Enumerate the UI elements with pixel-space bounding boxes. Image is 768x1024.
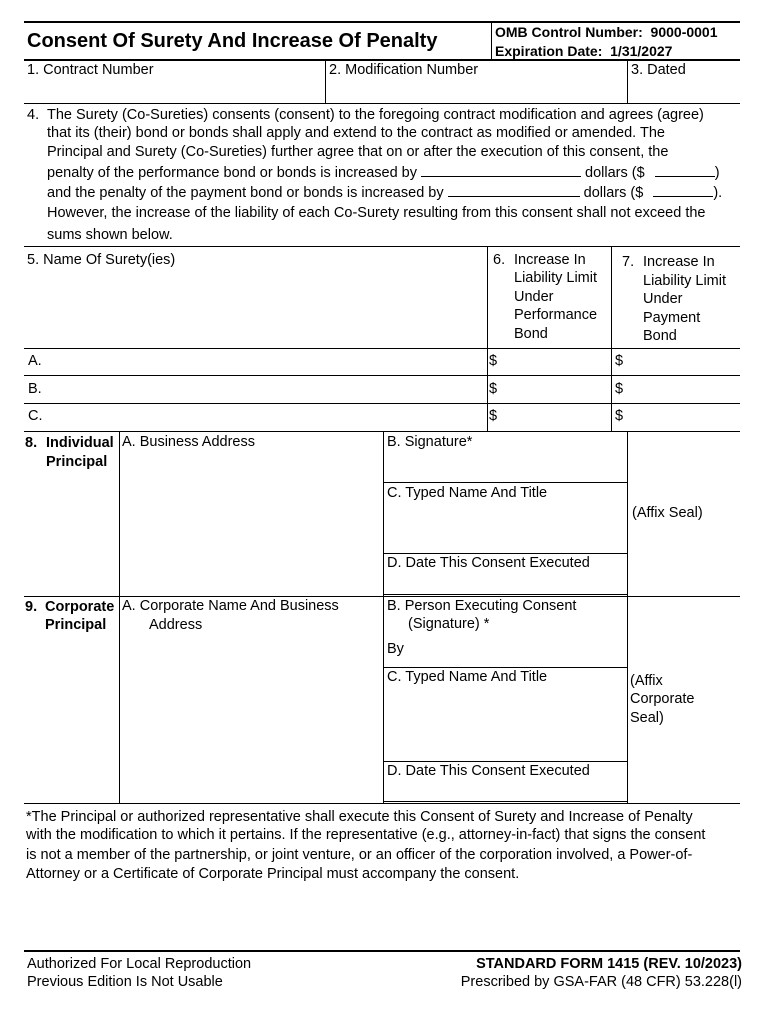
- footnote-line: with the modification to which it pertains. If the representative (e.g., attorney-in-fact) that signs the consent: [26, 827, 706, 843]
- expiration-date: Expiration Date: 1/31/2027: [495, 43, 673, 59]
- principal-divider-a: [119, 431, 120, 804]
- item4-line: that its (their) bond or bonds shall apply and extend to the contract as modified or amended. The: [47, 125, 665, 141]
- col7-header-line: Liability Limit: [643, 273, 726, 289]
- corporate-date-executed-field[interactable]: [387, 781, 625, 801]
- item9-bottom-border: [24, 803, 740, 804]
- row1-divider-b: [627, 60, 628, 103]
- footer-edition-note: Previous Edition Is Not Usable: [27, 974, 223, 990]
- surety-b-perf-field[interactable]: [500, 377, 608, 401]
- individual-business-address-field[interactable]: [122, 452, 380, 592]
- payment-increase-words-field[interactable]: [448, 182, 580, 197]
- by-label: By: [387, 641, 404, 657]
- individual-date-executed-label: D. Date This Consent Executed: [387, 555, 590, 571]
- surety-row-label: A.: [28, 353, 42, 369]
- col7-header-line: Increase In: [643, 254, 715, 270]
- footer-top-border: [24, 950, 740, 952]
- surety-c-name-field[interactable]: [44, 405, 484, 429]
- surety-table-bottom-border: [24, 431, 740, 432]
- item8-title: Principal: [46, 454, 108, 470]
- performance-increase-words-field[interactable]: [421, 162, 581, 177]
- individual-signature-field[interactable]: [387, 452, 625, 480]
- item9-d-bottom-border: [384, 801, 628, 802]
- corporate-name-address-field[interactable]: [122, 636, 380, 800]
- surety-a-name-field[interactable]: [44, 350, 484, 374]
- surety-col-divider-b: [611, 247, 612, 432]
- col6-header-line: Bond: [514, 326, 548, 342]
- surety-b-perf-dollar: $: [489, 381, 498, 397]
- person-executing-label: B. Person Executing Consent: [387, 598, 577, 614]
- item8-title: Individual: [46, 435, 114, 451]
- contract-number-field[interactable]: [27, 80, 325, 102]
- affix-seal-label: (Affix Seal): [632, 505, 703, 521]
- item4-line: Principal and Surety (Co-Sureties) further agree that on or after the execution of this consent, the: [47, 144, 669, 160]
- corporate-name-label: A. Corporate Name And Business: [122, 598, 339, 614]
- surety-a-perf-field[interactable]: [500, 350, 608, 374]
- col7-header-line: Bond: [643, 328, 677, 344]
- header-divider: [491, 22, 492, 60]
- individual-typed-name-label: C. Typed Name And Title: [387, 485, 548, 501]
- principal-divider-b: [383, 431, 384, 804]
- surety-name-header: 5. Name Of Surety(ies): [27, 252, 176, 268]
- contract-number-label: 1. Contract Number: [27, 62, 154, 78]
- item8-number: 8.: [25, 435, 38, 451]
- surety-a-pay-field[interactable]: [626, 350, 738, 374]
- affix-corporate-seal-label: Corporate: [630, 691, 695, 707]
- individual-typed-name-field[interactable]: [387, 503, 625, 551]
- affix-corporate-seal-label: Seal): [630, 710, 664, 726]
- individual-business-address-label: A. Business Address: [122, 434, 255, 450]
- surety-row-border: [24, 375, 740, 376]
- payment-increase-amount-field[interactable]: [653, 182, 713, 197]
- surety-b-pay-field[interactable]: [626, 377, 738, 401]
- col6-number: 6.: [493, 252, 506, 268]
- corporate-typed-name-field[interactable]: [387, 687, 625, 759]
- col7-header-line: Payment: [643, 310, 701, 326]
- payment-increase-line: and the penalty of the payment bond or bonds is increased by dollars ($ ).: [47, 182, 722, 203]
- surety-row-label: C.: [28, 408, 43, 424]
- surety-c-pay-field[interactable]: [626, 405, 738, 429]
- corporate-date-executed-label: D. Date This Consent Executed: [387, 763, 590, 779]
- col6-header-line: Performance: [514, 307, 598, 323]
- individual-signature-label: B. Signature*: [387, 434, 473, 450]
- item4-line: sums shown below.: [47, 227, 173, 243]
- individual-date-executed-field[interactable]: [387, 573, 625, 593]
- prescribed-by: Prescribed by GSA-FAR (48 CFR) 53.228(l): [460, 974, 742, 990]
- item8-d-bottom-border: [384, 594, 628, 595]
- surety-c-pay-dollar: $: [615, 408, 624, 424]
- surety-a-pay-dollar: $: [615, 353, 624, 369]
- principal-divider-c: [627, 431, 628, 804]
- surety-col-divider-a: [487, 247, 488, 432]
- person-executing-label-line2: (Signature) *: [408, 616, 490, 632]
- col6-header-line: Liability Limit: [514, 270, 597, 286]
- item4-line: However, the increase of the liability of each Co-Surety resulting from this consent shall not exceed the: [47, 205, 706, 221]
- omb-control-number: OMB Control Number: 9000-0001: [495, 24, 718, 40]
- item4-number: 4.: [27, 107, 40, 123]
- footnote-line: *The Principal or authorized representative shall execute this Consent of Surety and Increase of Penalty: [26, 809, 693, 825]
- form-number: STANDARD FORM 1415 (REV. 10/2023): [476, 956, 742, 972]
- col6-header-line: Under: [514, 289, 554, 305]
- surety-b-pay-dollar: $: [615, 381, 624, 397]
- item8-b-bottom-border: [384, 482, 628, 483]
- item9-title: Corporate: [45, 599, 115, 615]
- dated-label: 3. Dated: [631, 62, 686, 78]
- dated-field[interactable]: [631, 80, 738, 102]
- surety-c-perf-field[interactable]: [500, 405, 608, 429]
- row1-bottom-border: [24, 103, 740, 104]
- modification-number-field[interactable]: [329, 80, 625, 102]
- col7-number: 7.: [622, 254, 635, 270]
- person-executing-signature-field[interactable]: [408, 638, 625, 664]
- performance-increase-amount-field[interactable]: [655, 162, 715, 177]
- footnote-line: Attorney or a Certificate of Corporate Principal must accompany the consent.: [26, 866, 520, 882]
- affix-corporate-seal-label: (Affix: [630, 673, 663, 689]
- performance-increase-line: penalty of the performance bond or bonds is increased by dollars ($ ): [47, 162, 720, 183]
- modification-number-label: 2. Modification Number: [329, 62, 479, 78]
- surety-c-perf-dollar: $: [489, 408, 498, 424]
- footer-reproduction-note: Authorized For Local Reproduction: [27, 956, 252, 972]
- item9-title: Principal: [45, 617, 107, 633]
- surety-a-perf-dollar: $: [489, 353, 498, 369]
- surety-row-label: B.: [28, 381, 42, 397]
- item4-bottom-border: [24, 246, 740, 247]
- surety-b-name-field[interactable]: [44, 377, 484, 401]
- item9-number: 9.: [25, 599, 38, 615]
- col7-header-line: Under: [643, 291, 683, 307]
- row1-divider-a: [325, 60, 326, 103]
- form-title: Consent Of Surety And Increase Of Penalty: [27, 30, 438, 52]
- corporate-typed-name-label: C. Typed Name And Title: [387, 669, 548, 685]
- col6-header-line: Increase In: [514, 252, 586, 268]
- surety-row-border: [24, 403, 740, 404]
- corporate-name-label-line2: Address: [149, 617, 203, 633]
- surety-header-bottom-border: [24, 348, 740, 349]
- footnote-line: is not a member of the partnership, or joint venture, or an officer of the corporation involved, a Power-of-: [26, 847, 693, 863]
- item4-line: The Surety (Co-Sureties) consents (consent) to the foregoing contract modification and agrees (agree): [47, 107, 704, 123]
